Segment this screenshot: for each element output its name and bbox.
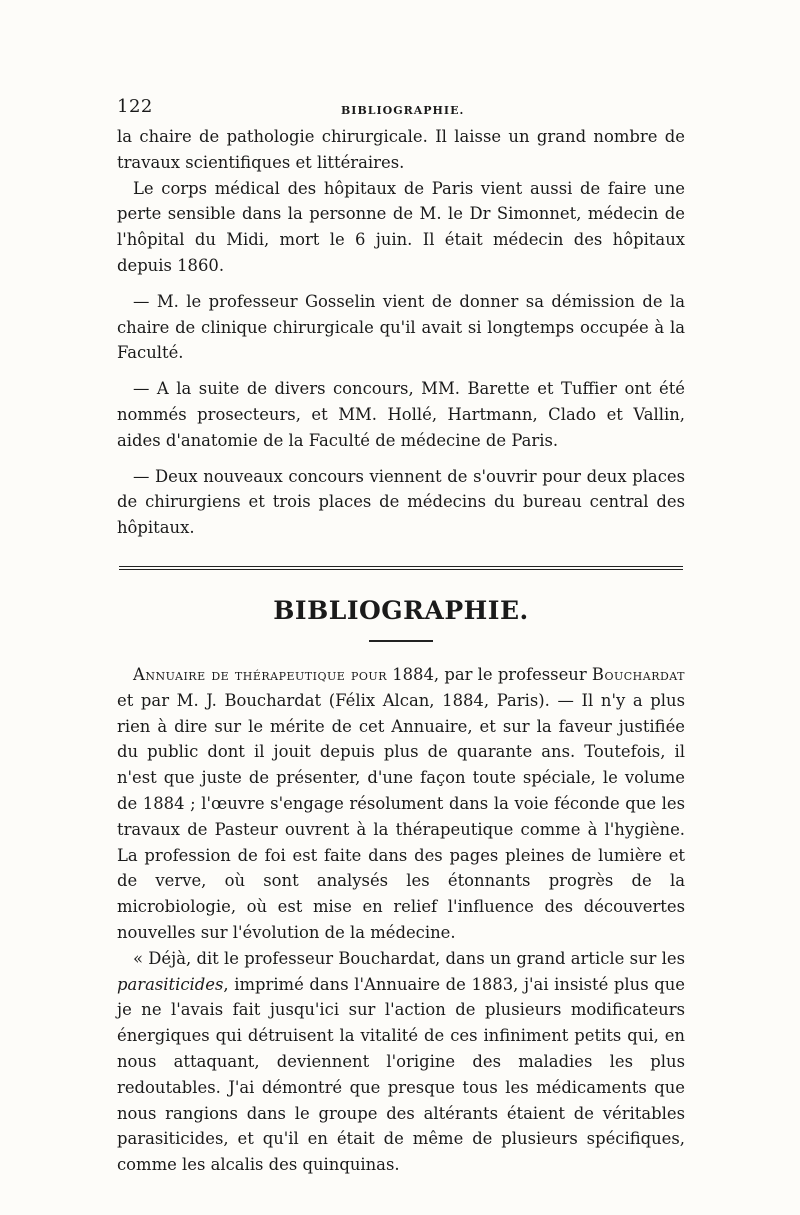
running-head: [117, 96, 685, 124]
book-page: [117, 96, 685, 1178]
entry-author: Bouchardat: [591, 664, 685, 684]
entry-heading: Annuaire de thérapeutique pour: [133, 664, 387, 684]
news-paragraph: — M. le professeur Gosselin vient de donner sa démission de la chaire de clinique chirurgicale qu'il avait si longtemps occupée à la Faculté.: [117, 291, 685, 363]
news-paragraph: — A la suite de divers concours, MM. Barette et Tuffier ont été nommés prosecteurs, et MM. Hollé, Hartmann, Clado et Vallin, aides d'anatomie de la Faculté de médecine de Paris.: [117, 379, 685, 450]
entry-body: et par M. J. Bouchardat (Félix Alcan, 1884, Paris). — Il n'y a plus rien à dire sur le mérite de cet Annuaire, et sur la faveur justifiée du public dont il jouit depuis plus de quarante ans. Toutefois, il n'est que juste de présenter, d'une façon toute spéciale, le volume de 1884 ; l'œuvre s'engage résolument dans la voie féconde que les travaux de Pasteur ouvrent à la thérapeutique comme à l'hygiène. La profession de foi est faite dans des pages pleines de lumière et de verve, où sont analysés les étonnants progrès de la microbiologie, où est mise en relief l'influence des découvertes nouvelles sur l'évolution de la médecine.: [117, 690, 685, 942]
section-title: BIBLIOGRAPHIE.: [273, 595, 529, 625]
quote-lead: « Déjà, dit le professeur Bouchardat, dans un grand article sur les: [133, 948, 685, 968]
review-paragraph: [117, 662, 685, 946]
news-paragraph: Le corps médical des hôpitaux de Paris vient aussi de faire une perte sensible dans la personne de M. le Dr Simonnet, médecin de l'hôpital du Midi, mort le 6 juin. Il était médecin des hôpitaux depuis 1860.: [117, 178, 685, 275]
running-head-title: BIBLIOGRAPHIE.: [341, 104, 465, 117]
news-paragraph: la chaire de pathologie chirurgicale. Il laisse un grand nombre de travaux scientifiques et littéraires.: [117, 127, 685, 172]
news-paragraph: — Deux nouveaux concours viennent de s'ouvrir pour deux places de chirurgiens et trois places de médecins du bureau central des hôpitaux.: [117, 466, 685, 538]
entry-year: 1884, par le professeur: [386, 664, 592, 684]
page-number: 122: [117, 96, 153, 117]
quote-italic: parasiticides: [117, 974, 224, 994]
section-divider: [119, 566, 683, 570]
quote-paragraph: [117, 946, 685, 1178]
quote-rest: , imprimé dans l'Annuaire de 1883, j'ai insisté plus que je ne l'avais fait jusqu'ici sur l'action de plusieurs modificateurs énergiques qui détruisent la vitalité de ces infiniment petits qui, en nous attaquant, deviennent l'origine des maladies les plus redoutables. J'ai démontré que presque tous les médicaments que nous rangions dans le groupe des altérants étaient de véritables parasiticides, et qu'il en était de même de plusieurs spécifiques, comme les alcalis des quinquinas.: [117, 974, 685, 1175]
title-rule: [369, 640, 433, 642]
